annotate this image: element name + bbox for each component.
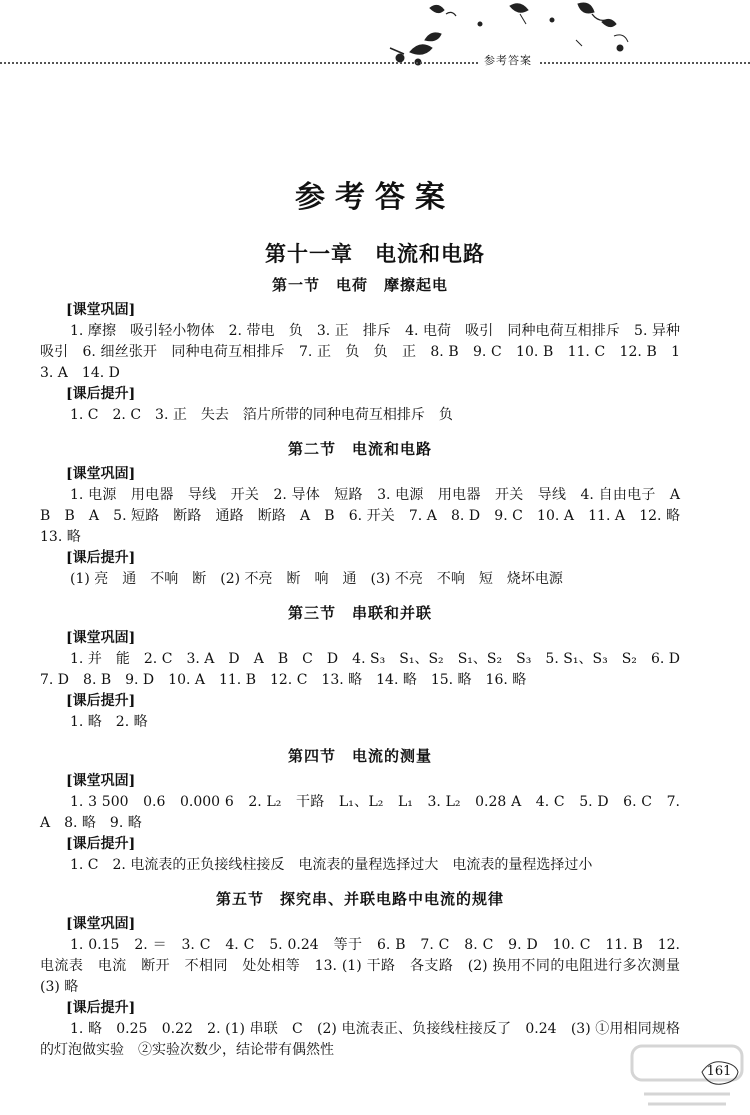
floral-header-decoration (370, 0, 750, 80)
section-3 (40, 602, 694, 733)
answer-text: 1. 摩擦 吸引轻小物体 2. 带电 负 3. 正 排斥 4. 电荷 吸引 同种电荷互相排斥 5. 异种 吸引 6. 细丝张开 同种电荷互相排斥 7. 正 负 负 正 8. B 9. C 10. B 11. C 12. B 13. A 14. D (40, 323, 694, 381)
section-title: 第三节 串联和并联 (287, 604, 432, 622)
running-header: 参考答案 (478, 52, 538, 68)
block-label: [课后提升] (66, 386, 136, 402)
answer-text: 1. 略 0.25 0.22 2. (1) 串联 C (2) 电流表正、负接线柱接反了 0.24 (3) ①用相同规格的灯泡做实验 ②实验次数少，结论带有偶然性 (40, 1021, 680, 1058)
answer-text: 1. 3 500 0.6 0.000 6 2. L₂ 干路 L₁、L₂ L₁ 3. L₂ 0.28 A 4. C 5. D 6. C 7. A 8. 略 9. 略 (40, 794, 680, 831)
block-label: [课后提升] (66, 550, 136, 566)
answer-text: (1) 亮 通 不响 断 (2) 不亮 断 响 通 (3) 不亮 不响 短 烧坏电源 (70, 571, 563, 587)
block-label: [课后提升] (66, 836, 136, 852)
page-title: 参考答案 (295, 180, 455, 215)
chapter-title: 第十一章 电流和电路 (265, 241, 485, 266)
section-title: 第五节 探究串、并联电路中电流的规律 (215, 890, 504, 908)
section-1 (40, 274, 694, 426)
block-label: [课堂巩固] (66, 302, 136, 318)
answer-text: 1. C 2. 电流表的正负接线柱接反 电流表的量程选择过大 电流表的量程选择过小 (70, 857, 593, 873)
section-title: 第一节 电荷 摩擦起电 (271, 276, 448, 294)
block-label: [课堂巩固] (66, 916, 136, 932)
block-label: [课堂巩固] (66, 773, 136, 789)
section-2 (40, 438, 694, 590)
page-number-badge (698, 1058, 740, 1086)
answer-text: 1. C 2. C 3. 正 失去 箔片所带的同种电荷互相排斥 负 (70, 407, 453, 423)
answer-text: 1. 0.15 2. ＝ 3. C 4. C 5. 0.24 等于 6. B 7. C 8. C 9. D 10. C 11. B 12. 电流表 电流 断开 不相同 处处相等 13. (1) 干路 各支路 (2) 换用不同的电阻进行多次测量 (3) 略 (40, 937, 694, 995)
block-label: [课堂巩固] (66, 466, 136, 482)
section-4 (40, 745, 680, 876)
section-5 (40, 888, 694, 1061)
block-label: [课后提升] (66, 693, 136, 709)
block-label: [课后提升] (66, 1000, 136, 1016)
header-dotted-rule (0, 62, 750, 64)
section-title: 第二节 电流和电路 (287, 440, 432, 458)
block-label: [课堂巩固] (66, 630, 136, 646)
section-title: 第四节 电流的测量 (287, 747, 432, 765)
answer-content (40, 274, 694, 1061)
page-number: 161 (706, 1064, 732, 1079)
answer-text: 1. 并 能 2. C 3. A D A B C D 4. S₃ S₁、S₂ S₁、S₂ S₃ 5. S₁、S₃ S₂ 6. D 7. D 8. B 9. D 10. A 11. B 12. C 13. 略 14. 略 15. 略 16. 略 (40, 651, 694, 688)
answer-text: 1. 电源 用电器 导线 开关 2. 导体 短路 3. 电源 用电器 开关 导线 4. 自由电子 A B B A 5. 短路 断路 通路 断路 A B 6. 开关 7. A 8. D 9. C 10. A 11. A 12. 略 13. 略 (40, 487, 694, 545)
answer-text: 1. 略 2. 略 (70, 714, 148, 730)
